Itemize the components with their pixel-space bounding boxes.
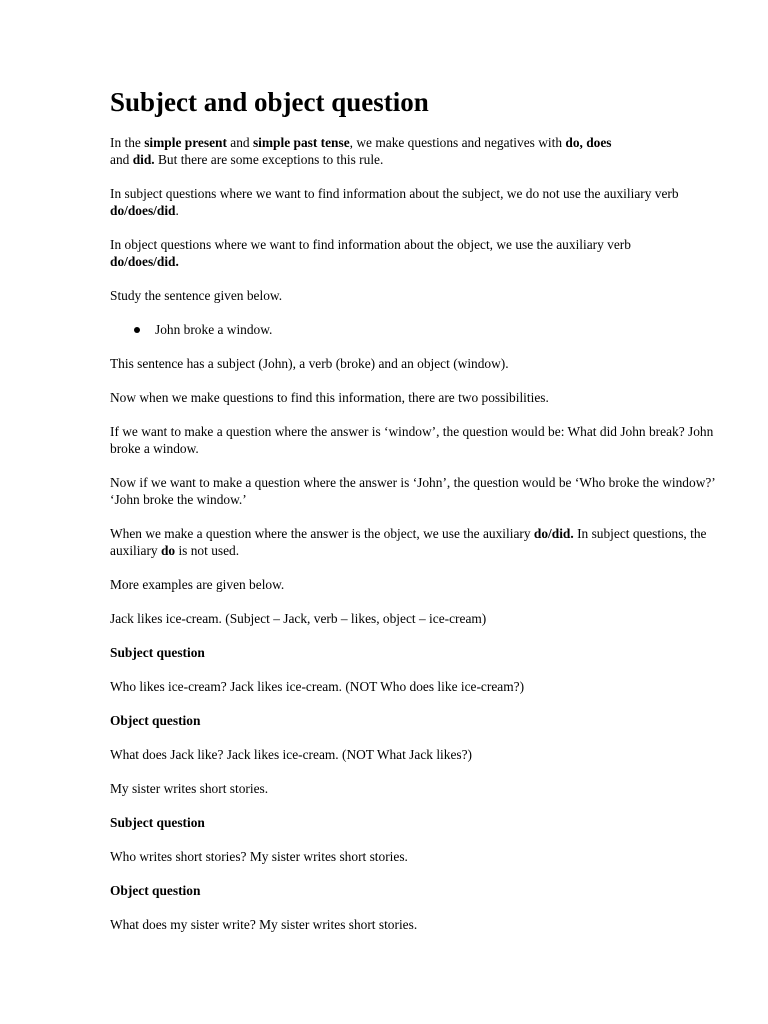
text-run: and — [110, 152, 133, 167]
example-answer-1: Who likes ice-cream? Jack likes ice-cream. (NOT Who does like ice-cream?) — [110, 679, 525, 694]
bold-run: do, does — [565, 135, 612, 150]
text-run: In object questions where we want to find information about the object, we use the auxiliary verb — [110, 237, 631, 252]
subject-questions-paragraph — [110, 185, 718, 219]
window-answer-paragraph: If we want to make a question where the answer is ‘window’, the question would be: What did John break? John broke a window. — [110, 424, 714, 456]
list-item — [110, 321, 718, 338]
page-title: Subject and object question — [110, 87, 429, 117]
example-sentence-1: Jack likes ice-cream. (Subject – Jack, verb – likes, object – ice-cream) — [110, 611, 487, 626]
subject-question-heading: Subject question — [110, 815, 205, 830]
text-run: , we make questions and negatives with — [349, 135, 566, 150]
list-item-text: John broke a window. — [155, 322, 273, 337]
subject-question-heading: Subject question — [110, 645, 205, 660]
possibilities-paragraph: Now when we make questions to find this information, there are two possibilities. — [110, 390, 549, 405]
bold-run: do/did. — [533, 526, 574, 541]
auxiliary-rule-paragraph — [110, 525, 718, 559]
text-run: is not used. — [175, 543, 240, 558]
study-sentence-paragraph: Study the sentence given below. — [110, 288, 283, 303]
text-run: . — [175, 203, 179, 218]
text-run: In the — [110, 135, 145, 150]
text-run: and — [226, 135, 253, 150]
example-list — [110, 321, 718, 338]
text-run: In subject questions where we want to find information about the subject, we do not use the auxiliary verb — [110, 186, 679, 201]
bold-run: do/does/did. — [110, 254, 179, 269]
bullet-icon — [134, 327, 140, 333]
example-sentence-2: My sister writes short stories. — [110, 781, 269, 796]
example-answer-3: Who writes short stories? My sister writes short stories. — [110, 849, 408, 864]
object-questions-paragraph — [110, 236, 718, 270]
intro-paragraph — [110, 134, 718, 168]
example-answer-4: What does my sister write? My sister writes short stories. — [110, 917, 418, 932]
text-run: When we make a question where the answer is the object, we use the auxiliary — [110, 526, 534, 541]
example-answer-2: What does Jack like? Jack likes ice-cream. (NOT What Jack likes?) — [110, 747, 473, 762]
object-question-heading: Object question — [110, 713, 201, 728]
bold-run: simple past tense — [252, 135, 350, 150]
bold-run: simple present — [144, 135, 227, 150]
text-run: In subject questions, the auxiliary — [110, 526, 707, 558]
document-page — [110, 84, 718, 950]
text-run: But there are some exceptions to this rule. — [154, 152, 384, 167]
sentence-analysis-paragraph: This sentence has a subject (John), a verb (broke) and an object (window). — [110, 356, 509, 371]
object-question-heading: Object question — [110, 883, 201, 898]
john-answer-paragraph: Now if we want to make a question where the answer is ‘John’, the question would be ‘Who broke the window?’ ‘John broke the window.’ — [110, 475, 715, 507]
bold-run: do/does/did — [110, 203, 176, 218]
bold-run: did. — [132, 152, 155, 167]
more-examples-paragraph: More examples are given below. — [110, 577, 285, 592]
bold-run: do — [160, 543, 176, 558]
